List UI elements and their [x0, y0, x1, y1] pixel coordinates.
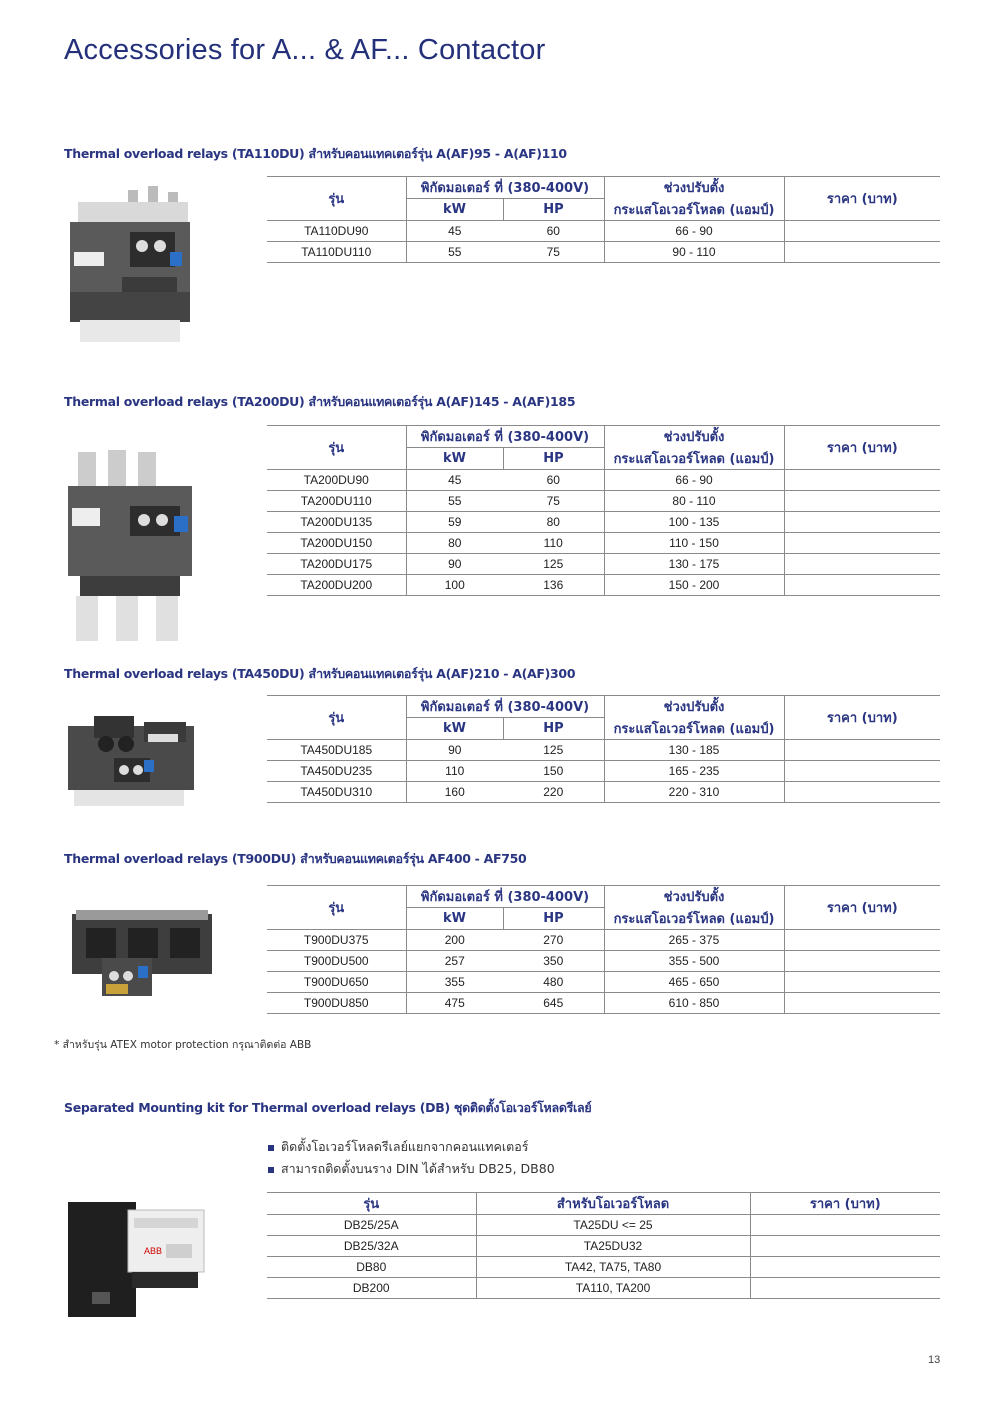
- page-title: Accessories for A... & AF... Contactor: [64, 34, 546, 66]
- atex-footnote: * สำหรับรุ่น ATEX motor protection กรุณาติดต่อ ABB: [54, 1039, 312, 1051]
- col-header-motor-rating: พิกัดมอเตอร์ ที่ (380-400V): [406, 426, 604, 448]
- col-header-hp: HP: [503, 718, 604, 740]
- table-row: DB25/32A TA25DU32: [267, 1236, 940, 1257]
- table-row: TA200DU175 90 125 130 - 175: [267, 554, 940, 575]
- db-mounting-kit-image: [62, 1192, 212, 1337]
- table-row: TA200DU150 80 110 110 - 150: [267, 533, 940, 554]
- bullet-square-icon: [268, 1167, 274, 1173]
- table-row: DB25/25A TA25DU <= 25: [267, 1215, 940, 1236]
- table-row: TA200DU90 45 60 66 - 90: [267, 470, 940, 491]
- table-row: T900DU850 475 645 610 - 850: [267, 993, 940, 1014]
- section-title-ta200du: Thermal overload relays (TA200DU) สำหรับคอนแทคเตอร์รุ่น A(AF)145 - A(AF)185: [64, 394, 576, 409]
- ta450du-relay-image: [64, 712, 199, 817]
- col-header-price: ราคา (บาท): [784, 177, 940, 221]
- col-header-kw: kW: [406, 448, 503, 470]
- col-header-price: ราคา (บาท): [784, 696, 940, 740]
- table-row: TA200DU110 55 75 80 - 110: [267, 491, 940, 512]
- table-row: TA110DU110 55 75 90 - 110: [267, 242, 940, 263]
- mounting-kit-table: [267, 1192, 940, 1299]
- t900du-table: [267, 885, 940, 1014]
- table-row: DB80 TA42, TA75, TA80: [267, 1257, 940, 1278]
- col-header-hp: HP: [503, 448, 604, 470]
- col-header-range-line2: กระแสโอเวอร์โหลด (แอมป์): [604, 199, 784, 221]
- col-header-range-line1: ช่วงปรับตั้ง: [604, 886, 784, 908]
- section-title-ta110du: Thermal overload relays (TA110DU) สำหรับคอนแทคเตอร์รุ่น A(AF)95 - A(AF)110: [64, 146, 567, 161]
- col-header-for-overload: สำหรับโอเวอร์โหลด: [476, 1193, 750, 1215]
- table-row: T900DU650 355 480 465 - 650: [267, 972, 940, 993]
- col-header-motor-rating: พิกัดมอเตอร์ ที่ (380-400V): [406, 696, 604, 718]
- col-header-kw: kW: [406, 718, 503, 740]
- col-header-hp: HP: [503, 908, 604, 930]
- col-header-price: ราคา (บาท): [784, 426, 940, 470]
- col-header-range-line2: กระแสโอเวอร์โหลด (แอมป์): [604, 718, 784, 740]
- bullet-square-icon: [268, 1145, 274, 1151]
- col-header-model: รุ่น: [267, 1193, 476, 1215]
- col-header-range-line1: ช่วงปรับตั้ง: [604, 177, 784, 199]
- col-header-model: รุ่น: [267, 886, 406, 930]
- list-item: ติดตั้งโอเวอร์โหลดรีเลย์แยกจากคอนแทคเตอร์: [268, 1136, 555, 1158]
- table-row: T900DU500 257 350 355 - 500: [267, 951, 940, 972]
- table-row: TA200DU200 100 136 150 - 200: [267, 575, 940, 596]
- t900du-relay-image: [66, 906, 214, 1006]
- table-row: T900DU375 200 270 265 - 375: [267, 930, 940, 951]
- ta110du-table: [267, 176, 940, 263]
- col-header-price: ราคา (บาท): [750, 1193, 940, 1215]
- ta200du-table: [267, 425, 940, 596]
- table-row: TA200DU135 59 80 100 - 135: [267, 512, 940, 533]
- col-header-motor-rating: พิกัดมอเตอร์ ที่ (380-400V): [406, 886, 604, 908]
- list-item: สามารถติดตั้งบนราง DIN ได้สำหรับ DB25, DB80: [268, 1158, 555, 1180]
- table-row: TA450DU185 90 125 130 - 185: [267, 740, 940, 761]
- col-header-kw: kW: [406, 199, 503, 221]
- col-header-motor-rating: พิกัดมอเตอร์ ที่ (380-400V): [406, 177, 604, 199]
- table-row: TA110DU90 45 60 66 - 90: [267, 221, 940, 242]
- table-row: DB200 TA110, TA200: [267, 1278, 940, 1299]
- table-row: TA450DU235 110 150 165 - 235: [267, 761, 940, 782]
- mounting-feature-list: [268, 1136, 555, 1180]
- ta450du-table: [267, 695, 940, 803]
- ta110du-relay-image: [60, 182, 200, 352]
- table-row: TA450DU310 160 220 220 - 310: [267, 782, 940, 803]
- col-header-model: รุ่น: [267, 426, 406, 470]
- col-header-range-line2: กระแสโอเวอร์โหลด (แอมป์): [604, 448, 784, 470]
- page-number: 13: [928, 1354, 941, 1366]
- col-header-model: รุ่น: [267, 177, 406, 221]
- col-header-range-line2: กระแสโอเวอร์โหลด (แอมป์): [604, 908, 784, 930]
- col-header-range-line1: ช่วงปรับตั้ง: [604, 426, 784, 448]
- section-title-mounting-kit: Separated Mounting kit for Thermal overload relays (DB) ชุดติดตั้งโอเวอร์โหลดรีเลย์: [64, 1100, 592, 1115]
- col-header-hp: HP: [503, 199, 604, 221]
- col-header-kw: kW: [406, 908, 503, 930]
- col-header-range-line1: ช่วงปรับตั้ง: [604, 696, 784, 718]
- abb-logo-text: ABB: [144, 1246, 163, 1256]
- ta200du-relay-image: [60, 446, 200, 651]
- section-title-ta450du: Thermal overload relays (TA450DU) สำหรับคอนแทคเตอร์รุ่น A(AF)210 - A(AF)300: [64, 666, 576, 681]
- section-title-t900du: Thermal overload relays (T900DU) สำหรับคอนแทคเตอร์รุ่น AF400 - AF750: [64, 851, 527, 866]
- col-header-price: ราคา (บาท): [784, 886, 940, 930]
- col-header-model: รุ่น: [267, 696, 406, 740]
